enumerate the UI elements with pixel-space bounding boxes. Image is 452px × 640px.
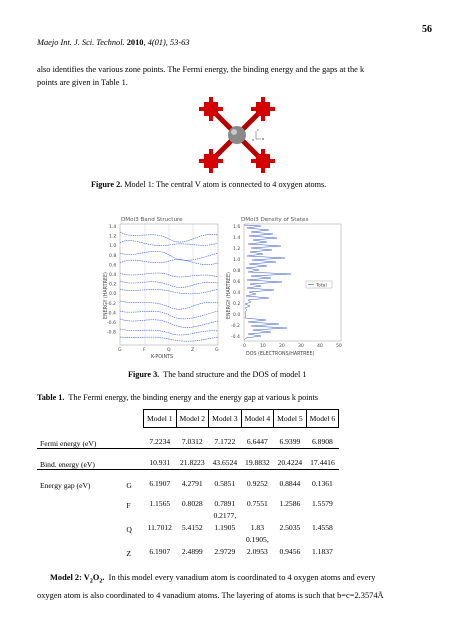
- dos-ylabel: ENERGY (HARTREE): [227, 272, 232, 319]
- table-cell: 1.5579: [311, 499, 333, 508]
- band-ytick: -0.2: [107, 301, 116, 307]
- page-number: 56: [422, 24, 432, 35]
- table-row: [37, 470, 339, 491]
- table-row: [37, 428, 339, 449]
- dos-curve: [244, 225, 291, 340]
- table-cell: 2.5035: [279, 523, 301, 532]
- table-cell: 1.83: [250, 523, 264, 532]
- band-ylabel: ENERGY (HARTREE): [104, 272, 109, 319]
- dos-xticks: [243, 343, 342, 349]
- kpoint-label: Z: [191, 348, 195, 353]
- axis-label-b: b: [262, 137, 265, 141]
- kpoint-label: Q: [167, 348, 171, 353]
- table-cell: 6.8908: [306, 428, 339, 449]
- figure-2-caption: [91, 180, 326, 189]
- dos-ytick: -0.4: [231, 335, 240, 340]
- table-column-header: Model 5: [274, 410, 307, 428]
- axis-label-c: c: [257, 128, 259, 132]
- journal-volume: 4: [147, 38, 152, 47]
- dos-ytick: 1.6: [233, 225, 241, 230]
- band-ytick: 0.2: [109, 282, 117, 288]
- band-xlabel: K-POINTS: [151, 355, 174, 360]
- table-cell: 43.6524: [209, 449, 242, 470]
- dos-xtick: 30: [298, 344, 304, 349]
- table-cell: 1.1837: [311, 547, 333, 556]
- dos-ytick: 0.0: [233, 313, 241, 318]
- vanadium-atom: [228, 126, 246, 144]
- dos-ytick: 0.2: [233, 302, 241, 307]
- band-ytick: 0.6: [109, 263, 117, 269]
- table-cell: 21.8223: [176, 449, 209, 470]
- dos-ytick: 1.4: [233, 236, 241, 241]
- table-cell: 11.7012: [147, 523, 172, 532]
- table-cell: 1.2586: [279, 499, 301, 508]
- figure-3-caption-text: The band structure and the DOS of model 1: [163, 370, 307, 379]
- vanadium-highlight: [231, 129, 237, 135]
- table-kpoint: [123, 428, 143, 449]
- table-1-label: Table 1.: [37, 393, 65, 402]
- table-row-label: Fermi energy (eV): [37, 428, 123, 449]
- table-column-header: Model 6: [306, 410, 339, 428]
- table-column-header: Model 3: [209, 410, 242, 428]
- table-column-header: Model 1: [144, 410, 177, 428]
- table-cell: 1.4558: [311, 523, 333, 532]
- table-cell: 0.1361: [311, 479, 333, 488]
- dos-ytick: -0.2: [231, 324, 240, 329]
- model-2-text-1: In this model every vanadium atom is coordinated to 4 oxygen atoms and every: [108, 573, 376, 582]
- table-row: [37, 534, 339, 558]
- table-cell: 0.1905, 2.0953: [245, 535, 269, 556]
- dos-xlabel: DOS (ELECTRONS/HARTREE): [246, 352, 315, 357]
- figure-2-label: Figure 2.: [91, 180, 123, 189]
- table-cell: 1.1565: [149, 499, 171, 508]
- dos-panel-title: DMol3 Density of States: [241, 217, 309, 223]
- band-ytick: -0.4: [107, 311, 116, 317]
- dos-xtick: 20: [279, 344, 285, 349]
- kpoint-label: F: [143, 348, 146, 353]
- intro-line: points are given in Table 1.: [37, 78, 128, 87]
- table-row-label: [37, 534, 123, 558]
- dos-xtick: 50: [336, 344, 342, 349]
- band-ytick: 1.0: [109, 244, 117, 250]
- table-row-label: [37, 510, 123, 534]
- dos-legend: [306, 281, 332, 289]
- table-kpoint: Z: [126, 549, 132, 558]
- dos-legend-label: Total: [316, 283, 327, 289]
- intro-paragraph: [37, 63, 421, 89]
- table-row: [37, 510, 339, 534]
- model-2-heading-sub1: 2: [89, 578, 93, 585]
- table-cell: 0.2177, 1.1905: [213, 511, 237, 532]
- model-2-line-1: [37, 571, 421, 589]
- kpoint-label: G: [118, 348, 122, 353]
- model-2-heading-o: O: [92, 573, 100, 582]
- model-2-heading-v: Model 2: V: [50, 573, 90, 582]
- table-cell: 20.4224: [274, 449, 307, 470]
- table-column-header: Model 4: [241, 410, 274, 428]
- table-cell: 0.9456: [279, 547, 301, 556]
- table-cell: 7.2234: [144, 428, 177, 449]
- dos-xtick: 10: [260, 344, 266, 349]
- table-cell: 7.1722: [209, 428, 242, 449]
- table-cell: 2.9729: [214, 547, 236, 556]
- table-cell: 6.1907: [149, 547, 171, 556]
- kpoint-label: G: [215, 348, 219, 353]
- table-row-label: [37, 490, 123, 510]
- figure-2-molecule: [196, 95, 278, 175]
- table-column-header: Model 2: [176, 410, 209, 428]
- model-2-line-2: oxygen atom is also coordinated to 4 vanadium atoms. The layering of atoms is such that b=c=2.3574Å: [37, 590, 384, 600]
- table-kpoint: G: [126, 481, 132, 490]
- intro-line: also identifies the various zone points. The Fermi energy, the binding energy and the gaps at the k: [37, 65, 365, 74]
- band-ytick: 0.4: [109, 273, 117, 278]
- table-cell: 0.8844: [279, 479, 301, 488]
- band-ytick: -0.8: [107, 330, 116, 336]
- table-row-label: Energy gap (eV): [40, 481, 91, 490]
- table-1-caption-text: The Fermi energy, the binding energy and the energy gap at various k points: [68, 393, 318, 402]
- model-2-heading-dot: .: [102, 573, 105, 582]
- axis-triad: [256, 131, 261, 139]
- table-1-caption: [37, 393, 318, 402]
- table-cell: 0.7551: [246, 499, 268, 508]
- table-cell: 2.4899: [181, 547, 203, 556]
- table-header-row: [37, 410, 339, 428]
- band-ytick: 1.2: [109, 234, 117, 240]
- table-header-blank: [37, 410, 144, 428]
- table-kpoint: Q: [126, 525, 132, 534]
- table-kpoint: [123, 449, 143, 470]
- band-ytick: 0.0: [109, 292, 117, 298]
- table-row: [37, 490, 339, 510]
- band-ytick: 0.8: [109, 253, 117, 259]
- figure-2-caption-text: Model 1: The central V atom is connected to 4 oxygen atoms.: [124, 180, 327, 189]
- table-cell: 0.9252: [246, 479, 268, 488]
- table-cell: 0.8028: [181, 499, 203, 508]
- figure-3-caption: [128, 370, 306, 379]
- figure-3-plots: [101, 215, 345, 365]
- dos-xtick: 0: [243, 344, 246, 349]
- band-panel-title: DMol3 Band Structure: [121, 217, 183, 223]
- journal-name: Maejo Int. J. Sci. Technol.: [37, 38, 125, 47]
- dos-yticks: [231, 224, 240, 340]
- table-cell: 0.5851: [214, 479, 236, 488]
- table-cell: 6.1907: [149, 479, 171, 488]
- figure-3-label: Figure 3.: [128, 370, 160, 379]
- band-ytick: 1.4: [109, 225, 117, 230]
- table-body: [37, 410, 339, 559]
- dos-ytick: 0.6: [233, 280, 241, 285]
- model-2-paragraph: [37, 571, 421, 602]
- dos-ytick: 0.8: [233, 269, 241, 274]
- band-ytick: -0.6: [107, 321, 116, 326]
- dos-ytick: 1.2: [233, 247, 241, 252]
- table-cell: 7.0312: [176, 428, 209, 449]
- table-cell: 6.6447: [241, 428, 274, 449]
- table-cell: 5.4152: [181, 523, 203, 532]
- model-2-heading-sub2: 2: [99, 578, 103, 585]
- table-row: [37, 449, 339, 470]
- dos-ytick: 1.0: [233, 258, 241, 263]
- dos-ytick: 0.4: [233, 291, 241, 296]
- table-kpoint: F: [126, 501, 131, 510]
- table-cell: 19.8832: [241, 449, 274, 470]
- model-2-heading: [50, 573, 105, 585]
- band-kpoint-lines: [145, 224, 193, 345]
- band-kpoint-labels: [118, 347, 219, 353]
- table-row-label: Bind. energy (eV): [37, 449, 123, 470]
- table-cell: 4.2791: [181, 479, 203, 488]
- axis-label-a: a: [252, 138, 255, 142]
- table-1: [37, 409, 339, 558]
- table-cell: 0.7891: [214, 499, 236, 508]
- dos-xtick: 40: [317, 344, 323, 349]
- table-cell: 10.931: [144, 449, 177, 470]
- running-head: Maejo Int. J. Sci. Technol. 2010, 4(01), 53-63: [37, 38, 190, 47]
- journal-year: 2010: [126, 38, 144, 47]
- table-cell: 6.9399: [274, 428, 307, 449]
- journal-issue: (01), 53-63: [151, 38, 190, 47]
- table-cell: 17.4416: [306, 449, 339, 470]
